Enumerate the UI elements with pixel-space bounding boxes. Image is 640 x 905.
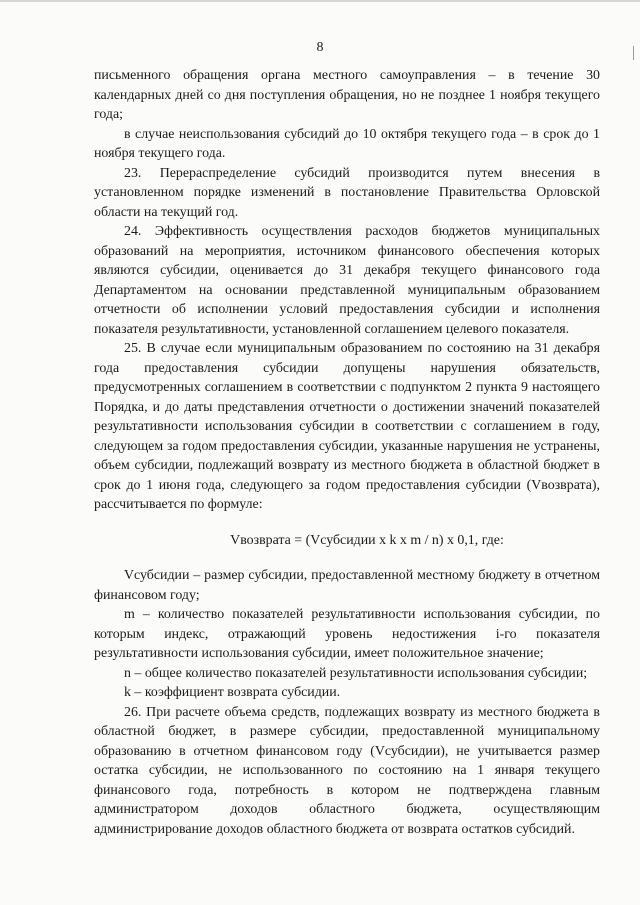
definition-vsubsidii: Vсубсидии – размер субсидии, предоставленной местному бюджету в отчетном финансовом году;: [94, 568, 600, 603]
page-number: 8: [316, 40, 324, 55]
paragraph-deadline: в случае неиспользования субсидий до 10 октября текущего года – в срок до 1 ноября текущего года.: [94, 126, 600, 161]
definition-m: m – количество показателей результативности использования субсидии, по которым индекс, отражающий уровень недостижения i-го показателя результативности использования субсидии, имеет положительное значение;: [94, 607, 600, 661]
paragraph-24: 24. Эффективность осуществления расходов бюджетов муниципальных образований на мероприятия, источником финансового обеспечения которых являются субсидии, оценивается до 31 декабря текущего финансового года Департаментом на основании представленной муниципальным образованием отчетности об исполнении условий предоставления субсидии и исполнения показателя результативности, установленной соглашением целевого показателя.: [94, 224, 600, 337]
paragraph-25: 25. В случае если муниципальным образованием по состоянию на 31 декабря года предоставления субсидии допущены нарушения обязательств, предусмотренных соглашением в соответствии с подпунктом 2 пункта 9 настоящего Порядка, и до даты представления отчетности о достижении значений показателей результативности использования субсидии в соответствии с соглашением в году, следующем за годом предоставления субсидии, указанные нарушения не устранены, объем субсидии, подлежащий возврату из местного бюджета в областной бюджет в срок до 1 июня года, следующего за годом предоставления субсидии (Vвозврата), рассчитывается по формуле:: [94, 341, 600, 512]
paragraph-26: 26. При расчете объема средств, подлежащих возврату из местного бюджета в областной бюджет, в размере субсидии, предоставленной муниципальному образованию в отчетном финансовом году (Vсубсидии), не учитывается размер остатка субсидии, не использованного по состоянию на 1 января текущего финансового года, потребность в котором не подтверждена главным администратором доходов областного бюджета, осуществляющим администрирование доходов областного бюджета от возврата остатков субсидий.: [94, 704, 600, 837]
paragraph-23: 23. Перераспределение субсидий производится путем внесения в установленном порядке изменений в постановление Правительства Орловской области на текущий год.: [94, 165, 600, 220]
definition-k: k – коэффициент возврата субсидии.: [124, 685, 341, 700]
formula: Vвозврата = (Vсубсидии x k x m / n) x 0,1, где:: [230, 532, 504, 548]
definition-n: n – общее количество показателей результативности использования субсидии;: [124, 665, 588, 681]
paragraph-continuation: письменного обращения органа местного самоуправления – в течение 30 календарных дней со дня поступления обращения, но не позднее 1 ноября текущего года;: [94, 68, 600, 122]
document-body: [94, 66, 600, 839]
top-edge-line: [0, 0, 640, 2]
